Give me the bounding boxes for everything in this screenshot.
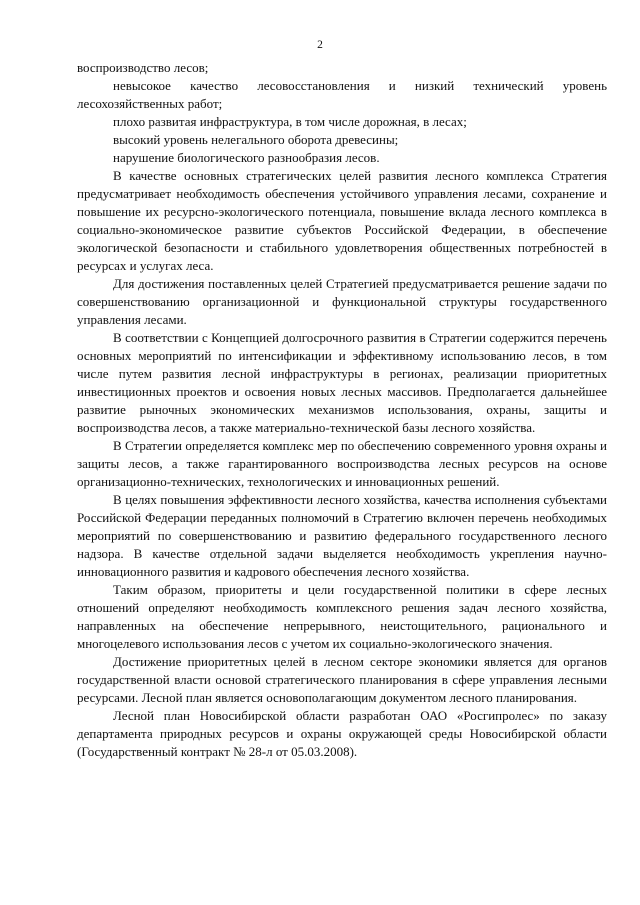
- page-number: 2: [317, 39, 323, 51]
- paragraph: плохо развитая инфраструктура, в том числе дорожная, в лесах;: [113, 114, 467, 129]
- paragraph: Достижение приоритетных целей в лесном секторе экономики является для органов государственной власти основой стратегического планирования в сфере управления лесными ресурсами. Лесной план является основополагающим документом лесного планирования.: [77, 654, 607, 705]
- paragraph: высокий уровень нелегального оборота древесины;: [113, 132, 399, 147]
- paragraph: В качестве основных стратегических целей развития лесного комплекса Стратегия предусматривает необходимость обеспечения устойчивого управления лесами, сохранение и повышение их ресурсно-экологического потенциала, повышение вклада лесного комплекса в социально-экономическое развитие субъектов Российской Федерации, в обеспечение экологической безопасности и стабильного удовлетворения общественных потребностей в ресурсах и услугах леса.: [77, 168, 607, 273]
- paragraph: Таким образом, приоритеты и цели государственной политики в сфере лесных отношений определяют необходимость комплексного решения задач лесного хозяйства, направленных на обеспечение непрерывного, неистощительного, рационального и многоцелевого использования лесов с учетом их социально-экологического значения.: [77, 582, 607, 651]
- paragraph: Для достижения поставленных целей Стратегией предусматривается решение задачи по совершенствованию организационной и функциональной структуры государственного управления лесами.: [77, 276, 607, 327]
- paragraph: невысокое качество лесовосстановления и низкий технический уровень лесохозяйственных работ;: [77, 78, 607, 111]
- paragraph: воспроизводство лесов;: [77, 60, 209, 75]
- paragraph: В целях повышения эффективности лесного хозяйства, качества исполнения субъектами Российской Федерации переданных полномочий в Стратегию включен перечень необходимых мероприятий по совершенствованию и развитию федерального государственного лесного надзора. В качестве отдельной задачи выделяется необходимость укрепления научно-инновационного развития и кадрового обеспечения лесного хозяйства.: [77, 492, 607, 579]
- paragraph: нарушение биологического разнообразия лесов.: [113, 150, 380, 165]
- paragraph: В Стратегии определяется комплекс мер по обеспечению современного уровня охраны и защиты лесов, а также гарантированного воспроизводства лесных ресурсов на основе организационно-технических, технологических и инновационных решений.: [77, 438, 607, 489]
- document-body: [77, 59, 607, 761]
- paragraph: Лесной план Новосибирской области разработан ОАО «Росгипролес» по заказу департамента природных ресурсов и охраны окружающей среды Новосибирской области (Государственный контракт № 28-л от 05.03.2008).: [77, 708, 607, 759]
- paragraph: В соответствии с Концепцией долгосрочного развития в Стратегии содержится перечень основных мероприятий по интенсификации и эффективному использованию лесов, в том числе путем развития лесной инфраструктуры в регионах, реализации приоритетных инвестиционных проектов и освоения новых лесных массивов. Предполагается дальнейшее развитие рыночных экономических механизмов использования, охраны, защиты и воспроизводства лесов, а также материально-технической базы лесного хозяйства.: [77, 330, 607, 435]
